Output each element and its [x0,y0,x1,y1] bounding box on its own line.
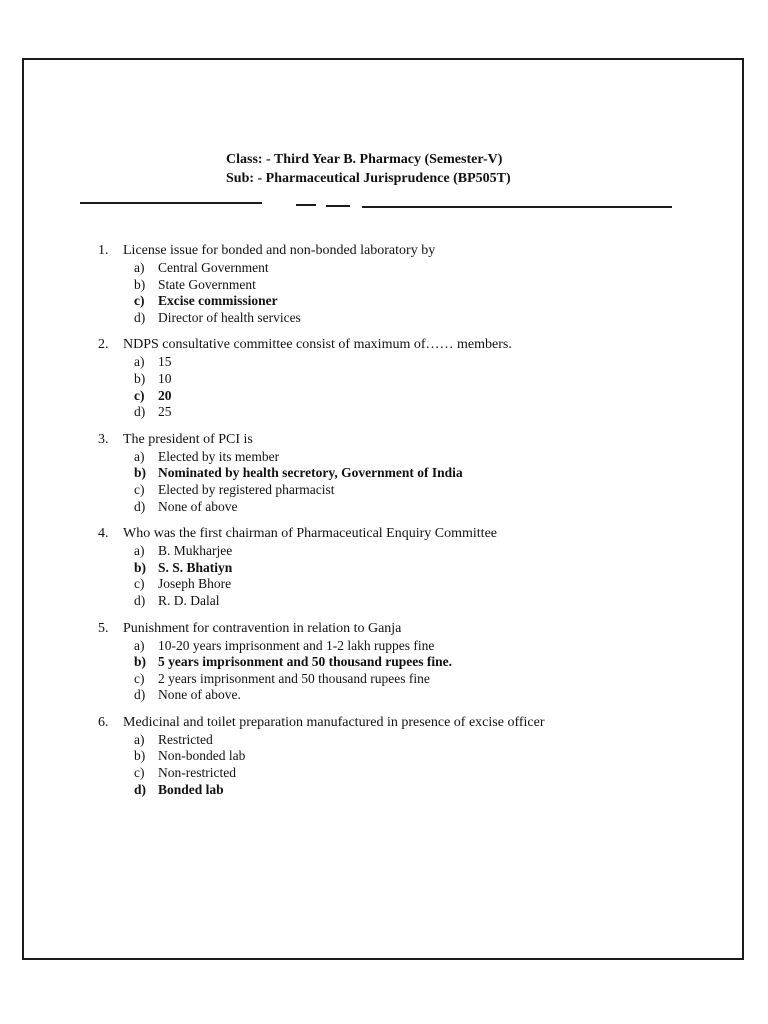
option-letter: d) [134,498,146,514]
question-prompt: Who was the first chairman of Pharmaceutical Enquiry Committee [123,526,497,542]
option-list [98,354,698,420]
option-letter: d) [134,404,146,420]
option-text: 10-20 years imprisonment and 1-2 lakh ruppes fine [158,637,435,653]
option-text-answer: 20 [158,387,172,403]
option-text: Non-bonded lab [158,748,246,764]
option-text: 10 [158,370,172,386]
option-letter: a) [134,260,145,275]
option-text: None of above. [158,687,241,703]
option-2 [134,277,698,294]
option-letter: a) [134,637,145,653]
option-letter: d) [134,781,147,797]
question-1 [98,242,698,326]
option-letter: b) [134,748,146,764]
question-2 [98,336,698,420]
option-text-answer: Bonded lab [158,781,224,797]
option-letter: c) [134,765,145,781]
option-letter: c) [134,481,145,497]
option-1 [134,260,698,277]
option-4 [134,404,698,421]
question-text [98,525,698,543]
option-text-answer: Excise commissioner [158,293,278,309]
question-number: 2. [98,337,109,353]
question-3 [98,431,698,515]
question-5 [98,620,698,704]
option-3 [134,576,698,593]
option-text: R. D. Dalal [158,592,220,608]
option-letter: c) [134,576,145,592]
option-text: Joseph Bhore [158,576,232,592]
option-4 [134,687,698,704]
option-1 [134,449,698,466]
option-letter: d) [134,687,146,703]
question-number: 6. [98,714,109,730]
option-4 [134,593,698,610]
option-list [98,732,698,798]
question-prompt: Punishment for contravention in relation to Ganja [123,620,402,636]
option-letter: d) [134,309,146,325]
option-letter: d) [134,592,146,608]
option-text: Non-restricted [158,765,236,781]
option-3 [134,388,698,405]
option-text: B. Mukharjee [158,543,233,559]
question-prompt: Medicinal and toilet preparation manufactured in presence of excise officer [123,714,545,730]
question-number: 4. [98,526,109,542]
option-letter: a) [134,354,145,370]
question-prompt: NDPS consultative committee consist of maximum of…… members. [123,337,512,353]
option-text: Restricted [158,731,213,747]
option-2 [134,748,698,765]
question-number: 1. [98,243,109,258]
option-text: 15 [158,354,172,370]
header-divider-mid-1 [296,204,316,206]
option-text-answer: Nominated by health secretory, Government of India [158,465,463,481]
option-text: 2 years imprisonment and 50 thousand rupees fine [158,670,430,686]
option-letter: b) [134,370,146,386]
option-4 [134,782,698,799]
class-line: Class: - Third Year B. Pharmacy (Semester-V) [226,152,503,167]
option-text-answer: 5 years imprisonment and 50 thousand rupees fine. [158,654,453,670]
option-2 [134,560,698,577]
option-list [98,543,698,609]
option-3 [134,765,698,782]
option-letter: c) [134,670,145,686]
question-text [98,242,698,260]
option-text: 25 [158,404,172,420]
option-1 [134,638,698,655]
option-letter: c) [134,293,145,309]
option-3 [134,293,698,310]
option-text: Elected by its member [158,448,280,464]
question-text [98,431,698,449]
question-6 [98,714,698,798]
question-list [98,242,698,808]
option-1 [134,543,698,560]
option-3 [134,671,698,688]
question-text [98,620,698,638]
option-2 [134,654,698,671]
option-text-answer: S. S. Bhatiyn [158,559,233,575]
option-4 [134,310,698,327]
option-list [98,638,698,704]
header-divider-right [362,206,672,208]
option-letter: a) [134,731,145,747]
question-prompt: The president of PCI is [123,431,253,447]
header-divider-left [80,202,262,204]
option-2 [134,465,698,482]
option-3 [134,482,698,499]
option-list [98,260,698,326]
option-text: State Government [158,276,256,292]
question-text [98,336,698,354]
question-text [98,714,698,732]
option-letter: c) [134,387,145,403]
option-4 [134,499,698,516]
question-number: 3. [98,431,109,447]
question-number: 5. [98,620,109,636]
question-4 [98,525,698,609]
option-letter: b) [134,276,146,292]
option-text: Director of health services [158,309,301,325]
option-1 [134,354,698,371]
option-letter: b) [134,654,147,670]
option-text: Elected by registered pharmacist [158,481,335,497]
subject-line: Sub: - Pharmaceutical Jurisprudence (BP505T) [226,171,511,186]
option-list [98,449,698,515]
option-text: Central Government [158,260,269,275]
option-letter: b) [134,559,147,575]
option-letter: a) [134,543,145,559]
option-letter: b) [134,465,147,481]
header-divider-mid-2 [326,205,350,207]
option-text: None of above [158,498,238,514]
option-letter: a) [134,448,145,464]
option-2 [134,371,698,388]
exam-header [226,150,606,188]
option-1 [134,732,698,749]
question-prompt: License issue for bonded and non-bonded laboratory by [123,243,436,258]
